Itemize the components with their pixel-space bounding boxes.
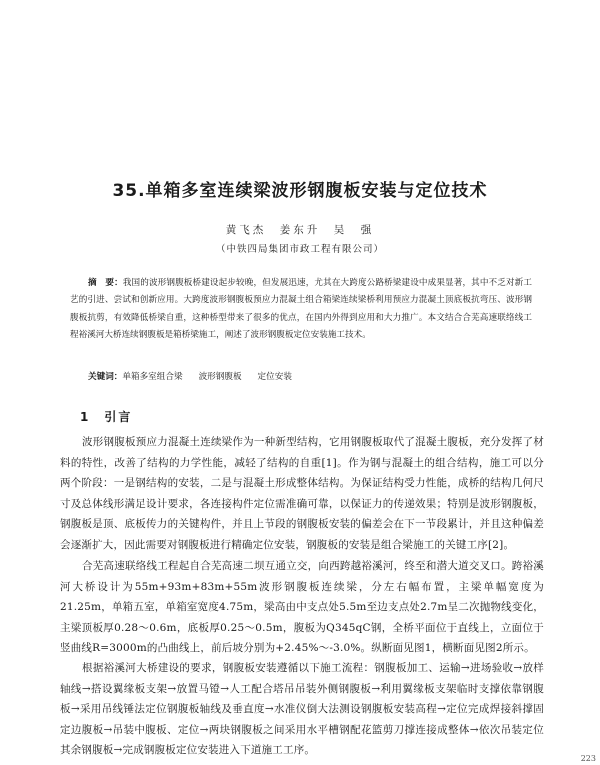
- abstract-label: 摘 要：: [88, 278, 123, 288]
- keyword: 单箱多室组合梁: [122, 372, 183, 382]
- body-paragraph: 合芜高速联络线工程起自合芜高速二坝互通立交，向西跨越裕溪河，终至和潜大道交叉口。跨裕溪河大桥设计为55m+93m+83m+55m波形钢腹板连续梁，分左右幅布置，主梁单幅宽度为21.25m，单箱五室，单箱室宽度4.75m，梁高由中支点处5.5m至边支点处2.7m呈二次抛物线变化，主梁顶板厚0.28～0.6m，底板厚0.25～0.5m，腹板为Q345qC钢，全桥平面位于直线上，立面位于竖曲线R=3000m的凸曲线上，前后坡分别为+2.45%～-3.0%。纵断面见图1，横断面见图2所示。: [60, 560, 544, 654]
- body-paragraph: 波形钢腹板预应力混凝土连续梁作为一种新型结构，它用钢腹板取代了混凝土腹板，充分发挥了材料的特性，改善了结构的力学性能，减轻了结构的自重[1]。作为钢与混凝土的组合结构，施工可以分两个阶段：一是钢结构的安装，二是与混凝土形成整体结构。为保证结构受力性能，成桥的结构几何尺寸及总体线形满足设计要求，各连接构件定位需准确可靠，以保证力的传递效果；特别是波形钢腹板，钢腹板是顶、底板传力的关键构件，并且上节段的钢腹板安装的偏差会在下一节段累计，并且这种偏差会逐渐扩大，因此需要对钢腹板进行精确定位安装，钢腹板的安装是组合梁施工的关键工序[2]。: [60, 436, 544, 551]
- abstract: [70, 275, 532, 344]
- keyword: 定位安装: [257, 372, 292, 382]
- keywords-label: 关键词：: [88, 372, 123, 382]
- author-list: 黄飞杰 姜东升 吴 强: [225, 224, 375, 236]
- body-paragraph: 根据裕溪河大桥建设的要求，钢腹板安装遵循以下施工流程：钢腹板加工、运输→进场验收→放样轴线→搭设翼缘板支架→放置马镫→人工配合塔吊吊装外侧钢腹板→利用翼缘板支架临时支撑依靠钢腹板→采用吊线锤法定位钢腹板轴线及垂直度→水准仪倒大法测设钢腹板安装高程→定位完成焊接斜撑固定边腹板→吊装中腹板、定位→两块钢腹板之间采用水平槽钢配花篮剪刀撑连接成整体→依次吊装定位其余钢腹板→完成钢腹板定位安装进入下道施工工序。: [60, 662, 544, 756]
- keywords: [88, 370, 532, 384]
- paper-title: 35.单箱多室连续梁波形钢腹板安装与定位技术: [112, 181, 488, 201]
- affiliation: （中铁四局集团市政工程有限公司）: [215, 244, 384, 255]
- keyword: 波形钢腹板: [198, 372, 242, 382]
- page-number: 223: [580, 754, 596, 763]
- abstract-text: 我国的波形钢腹板桥建设起步较晚，但发展迅速，尤其在大跨度公路桥梁建设中成果显著，其中不乏对新工艺的引进、尝试和创新应用。大跨度波形钢腹板预应力混凝土组合箱梁连续梁桥利用预应力混凝土顶底板抗弯压、波形钢腹板抗剪，有效降低桥梁自重，这种桥型带来了很多的优点，在国内外得到应用和大力推广。本文结合合芜高速联络线工程裕溪河大桥连续钢腹板是箱桥梁施工，阐述了波形钢腹板定位安装施工技术。: [70, 278, 532, 340]
- section-heading-introduction: 1 引言: [80, 410, 133, 424]
